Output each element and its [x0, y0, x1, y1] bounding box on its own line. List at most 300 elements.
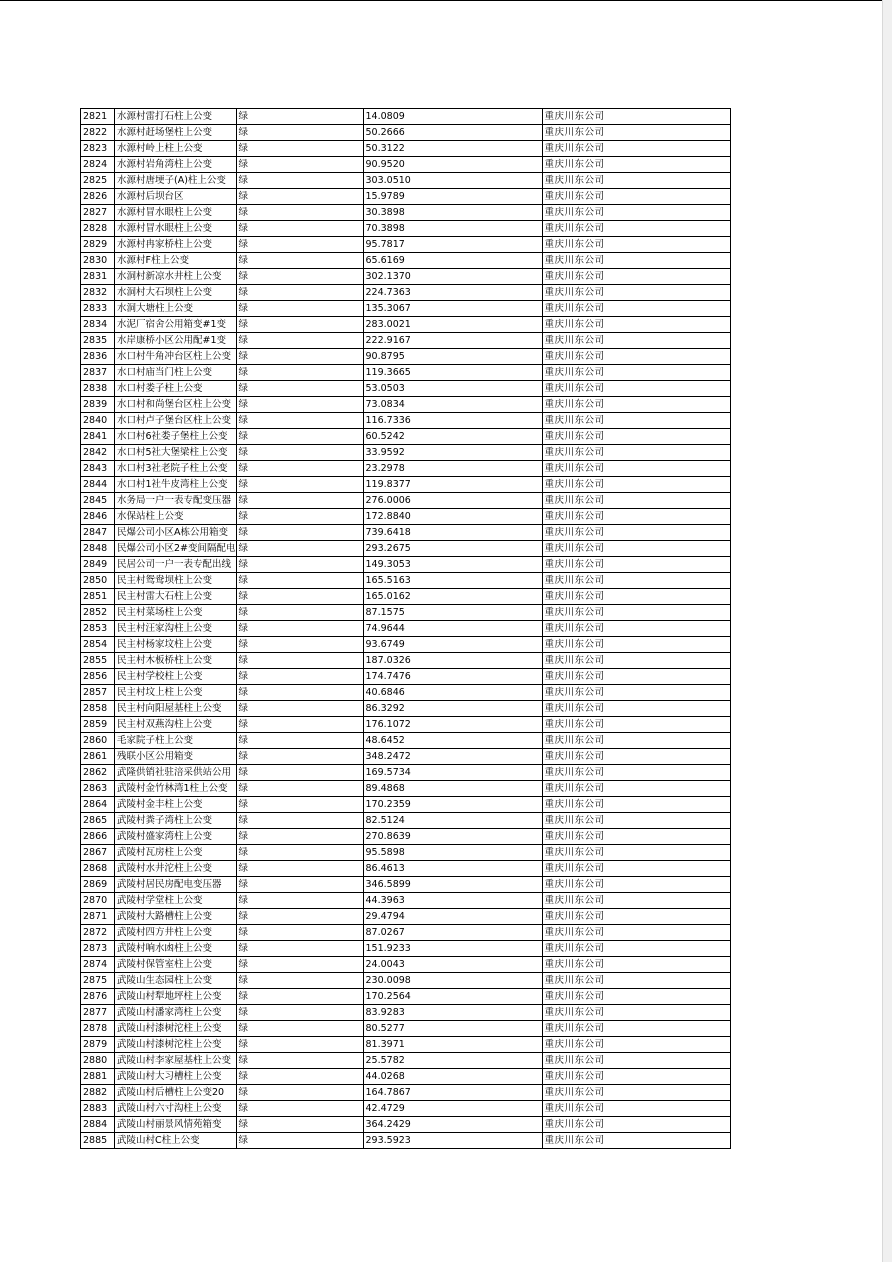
- table-row: [81, 765, 731, 781]
- cell-name: 水源村唐埂子(A)柱上公变: [115, 173, 237, 189]
- cell-color: 绿: [236, 701, 363, 717]
- cell-company: 重庆川东公司: [542, 717, 730, 733]
- table-row: [81, 781, 731, 797]
- cell-company: 重庆川东公司: [542, 941, 730, 957]
- cell-name: 武陵村金丰柱上公变: [115, 797, 237, 813]
- cell-name: 水源村冒水眼柱上公变: [115, 221, 237, 237]
- cell-value: 165.5163: [363, 573, 542, 589]
- table-row: [81, 1037, 731, 1053]
- cell-id: 2883: [81, 1101, 115, 1117]
- cell-id: 2832: [81, 285, 115, 301]
- cell-color: 绿: [236, 1117, 363, 1133]
- cell-name: 水源村F柱上公变: [115, 253, 237, 269]
- cell-company: 重庆川东公司: [542, 381, 730, 397]
- cell-id: 2884: [81, 1117, 115, 1133]
- cell-color: 绿: [236, 509, 363, 525]
- data-table: [80, 108, 731, 1149]
- cell-value: 83.9283: [363, 1005, 542, 1021]
- cell-company: 重庆川东公司: [542, 605, 730, 621]
- table-body: [81, 109, 731, 1149]
- cell-color: 绿: [236, 765, 363, 781]
- cell-company: 重庆川东公司: [542, 925, 730, 941]
- table-row: [81, 605, 731, 621]
- cell-color: 绿: [236, 365, 363, 381]
- cell-name: 民主村学校柱上公变: [115, 669, 237, 685]
- page-edge: [882, 0, 892, 1262]
- cell-name: 武陵村保管室柱上公变: [115, 957, 237, 973]
- cell-value: 14.0809: [363, 109, 542, 125]
- table-row: [81, 829, 731, 845]
- cell-company: 重庆川东公司: [542, 205, 730, 221]
- cell-value: 60.5242: [363, 429, 542, 445]
- table-row: [81, 877, 731, 893]
- cell-company: 重庆川东公司: [542, 973, 730, 989]
- cell-name: 残联小区公用箱变: [115, 749, 237, 765]
- cell-color: 绿: [236, 1085, 363, 1101]
- cell-id: 2863: [81, 781, 115, 797]
- table-row: [81, 413, 731, 429]
- cell-value: 276.0006: [363, 493, 542, 509]
- cell-id: 2837: [81, 365, 115, 381]
- cell-id: 2862: [81, 765, 115, 781]
- cell-value: 303.0510: [363, 173, 542, 189]
- cell-company: 重庆川东公司: [542, 653, 730, 669]
- cell-company: 重庆川东公司: [542, 765, 730, 781]
- cell-value: 86.3292: [363, 701, 542, 717]
- cell-value: 44.3963: [363, 893, 542, 909]
- cell-company: 重庆川东公司: [542, 1021, 730, 1037]
- cell-id: 2881: [81, 1069, 115, 1085]
- cell-color: 绿: [236, 589, 363, 605]
- table-row: [81, 429, 731, 445]
- cell-name: 武陵山村漆树沱柱上公变: [115, 1021, 237, 1037]
- cell-value: 224.7363: [363, 285, 542, 301]
- cell-name: 水源村岩角湾柱上公变: [115, 157, 237, 173]
- cell-value: 25.5782: [363, 1053, 542, 1069]
- cell-color: 绿: [236, 749, 363, 765]
- cell-company: 重庆川东公司: [542, 221, 730, 237]
- cell-id: 2850: [81, 573, 115, 589]
- table-row: [81, 1021, 731, 1037]
- cell-name: 武陵村大路槽柱上公变: [115, 909, 237, 925]
- cell-value: 283.0021: [363, 317, 542, 333]
- table-row: [81, 365, 731, 381]
- cell-id: 2835: [81, 333, 115, 349]
- cell-company: 重庆川东公司: [542, 477, 730, 493]
- cell-id: 2833: [81, 301, 115, 317]
- cell-company: 重庆川东公司: [542, 317, 730, 333]
- cell-company: 重庆川东公司: [542, 1133, 730, 1149]
- cell-id: 2885: [81, 1133, 115, 1149]
- cell-company: 重庆川东公司: [542, 1101, 730, 1117]
- cell-id: 2845: [81, 493, 115, 509]
- table-row: [81, 1069, 731, 1085]
- cell-id: 2876: [81, 989, 115, 1005]
- table-row: [81, 477, 731, 493]
- cell-name: 水源村冉家桥柱上公变: [115, 237, 237, 253]
- cell-company: 重庆川东公司: [542, 1085, 730, 1101]
- cell-name: 民爆公司小区2#变间隔配电: [115, 541, 237, 557]
- cell-name: 民居公司一户一表专配出线: [115, 557, 237, 573]
- cell-id: 2878: [81, 1021, 115, 1037]
- cell-id: 2822: [81, 125, 115, 141]
- cell-company: 重庆川东公司: [542, 461, 730, 477]
- table-row: [81, 445, 731, 461]
- cell-value: 81.3971: [363, 1037, 542, 1053]
- cell-company: 重庆川东公司: [542, 1069, 730, 1085]
- cell-company: 重庆川东公司: [542, 877, 730, 893]
- cell-value: 70.3898: [363, 221, 542, 237]
- cell-name: 民主村双燕沟柱上公变: [115, 717, 237, 733]
- cell-value: 174.7476: [363, 669, 542, 685]
- cell-id: 2859: [81, 717, 115, 733]
- cell-color: 绿: [236, 269, 363, 285]
- cell-id: 2829: [81, 237, 115, 253]
- cell-id: 2865: [81, 813, 115, 829]
- cell-color: 绿: [236, 189, 363, 205]
- cell-id: 2880: [81, 1053, 115, 1069]
- cell-company: 重庆川东公司: [542, 573, 730, 589]
- cell-color: 绿: [236, 1053, 363, 1069]
- cell-name: 民主村木板桥柱上公变: [115, 653, 237, 669]
- cell-color: 绿: [236, 125, 363, 141]
- cell-color: 绿: [236, 973, 363, 989]
- cell-value: 187.0326: [363, 653, 542, 669]
- cell-value: 176.1072: [363, 717, 542, 733]
- cell-name: 水口村和尚堡台区柱上公变: [115, 397, 237, 413]
- table-row: [81, 125, 731, 141]
- cell-name: 水口村1社牛皮湾柱上公变: [115, 477, 237, 493]
- cell-color: 绿: [236, 493, 363, 509]
- table-row: [81, 157, 731, 173]
- cell-name: 民主村向阳屋基柱上公变: [115, 701, 237, 717]
- cell-color: 绿: [236, 461, 363, 477]
- table-row: [81, 317, 731, 333]
- cell-name: 毛家院子柱上公变: [115, 733, 237, 749]
- cell-company: 重庆川东公司: [542, 157, 730, 173]
- cell-color: 绿: [236, 909, 363, 925]
- cell-company: 重庆川东公司: [542, 429, 730, 445]
- cell-name: 武陵村响水凼柱上公变: [115, 941, 237, 957]
- cell-id: 2875: [81, 973, 115, 989]
- cell-id: 2873: [81, 941, 115, 957]
- table-row: [81, 461, 731, 477]
- cell-color: 绿: [236, 621, 363, 637]
- cell-company: 重庆川东公司: [542, 493, 730, 509]
- cell-company: 重庆川东公司: [542, 173, 730, 189]
- cell-id: 2851: [81, 589, 115, 605]
- cell-value: 164.7867: [363, 1085, 542, 1101]
- cell-name: 民主村鸳鸯坝柱上公变: [115, 573, 237, 589]
- cell-company: 重庆川东公司: [542, 285, 730, 301]
- table-row: [81, 253, 731, 269]
- cell-id: 2879: [81, 1037, 115, 1053]
- cell-company: 重庆川东公司: [542, 109, 730, 125]
- cell-name: 民主村雷大石柱上公变: [115, 589, 237, 605]
- table-row: [81, 1117, 731, 1133]
- cell-value: 230.0098: [363, 973, 542, 989]
- cell-value: 87.0267: [363, 925, 542, 941]
- cell-color: 绿: [236, 1133, 363, 1149]
- cell-name: 水口村庙当门柱上公变: [115, 365, 237, 381]
- cell-color: 绿: [236, 637, 363, 653]
- table-row: [81, 205, 731, 221]
- cell-value: 86.4613: [363, 861, 542, 877]
- cell-name: 武陵山村李家屋基柱上公变: [115, 1053, 237, 1069]
- cell-value: 15.9789: [363, 189, 542, 205]
- cell-name: 武陵山村六寸沟柱上公变: [115, 1101, 237, 1117]
- table-row: [81, 653, 731, 669]
- cell-color: 绿: [236, 653, 363, 669]
- cell-color: 绿: [236, 445, 363, 461]
- cell-name: 武陵山村C柱上公变: [115, 1133, 237, 1149]
- table-row: [81, 909, 731, 925]
- cell-name: 武隆供销社驻涪采供站公用: [115, 765, 237, 781]
- cell-company: 重庆川东公司: [542, 813, 730, 829]
- cell-id: 2828: [81, 221, 115, 237]
- table-row: [81, 173, 731, 189]
- cell-id: 2839: [81, 397, 115, 413]
- cell-name: 武陵山村潘家湾柱上公变: [115, 1005, 237, 1021]
- table-row: [81, 589, 731, 605]
- cell-value: 80.5277: [363, 1021, 542, 1037]
- cell-color: 绿: [236, 989, 363, 1005]
- cell-value: 93.6749: [363, 637, 542, 653]
- cell-name: 水口村5社大堡梁柱上公变: [115, 445, 237, 461]
- cell-company: 重庆川东公司: [542, 1053, 730, 1069]
- table-row: [81, 381, 731, 397]
- cell-value: 95.5898: [363, 845, 542, 861]
- cell-company: 重庆川东公司: [542, 781, 730, 797]
- cell-company: 重庆川东公司: [542, 909, 730, 925]
- cell-company: 重庆川东公司: [542, 237, 730, 253]
- cell-name: 武陵村学堂柱上公变: [115, 893, 237, 909]
- cell-name: 武陵山村大习槽柱上公变: [115, 1069, 237, 1085]
- cell-color: 绿: [236, 605, 363, 621]
- table-row: [81, 717, 731, 733]
- cell-value: 119.3665: [363, 365, 542, 381]
- table-row: [81, 749, 731, 765]
- cell-id: 2866: [81, 829, 115, 845]
- cell-company: 重庆川东公司: [542, 733, 730, 749]
- cell-id: 2847: [81, 525, 115, 541]
- cell-id: 2861: [81, 749, 115, 765]
- cell-color: 绿: [236, 413, 363, 429]
- cell-id: 2836: [81, 349, 115, 365]
- cell-value: 222.9167: [363, 333, 542, 349]
- cell-id: 2867: [81, 845, 115, 861]
- cell-name: 武陵山生态园柱上公变: [115, 973, 237, 989]
- cell-color: 绿: [236, 845, 363, 861]
- cell-color: 绿: [236, 349, 363, 365]
- cell-color: 绿: [236, 541, 363, 557]
- cell-name: 武陵村金竹林湾1柱上公变: [115, 781, 237, 797]
- cell-company: 重庆川东公司: [542, 749, 730, 765]
- cell-value: 42.4729: [363, 1101, 542, 1117]
- table-row: [81, 845, 731, 861]
- cell-name: 武陵村瓦房柱上公变: [115, 845, 237, 861]
- cell-name: 水源村后坝台区: [115, 189, 237, 205]
- cell-company: 重庆川东公司: [542, 253, 730, 269]
- cell-value: 293.2675: [363, 541, 542, 557]
- table-row: [81, 221, 731, 237]
- cell-company: 重庆川东公司: [542, 413, 730, 429]
- table-row: [81, 669, 731, 685]
- cell-value: 739.6418: [363, 525, 542, 541]
- cell-name: 水务局一户一表专配变压器: [115, 493, 237, 509]
- cell-color: 绿: [236, 1069, 363, 1085]
- cell-color: 绿: [236, 333, 363, 349]
- cell-id: 2858: [81, 701, 115, 717]
- cell-company: 重庆川东公司: [542, 1117, 730, 1133]
- cell-value: 346.5899: [363, 877, 542, 893]
- table-row: [81, 397, 731, 413]
- cell-company: 重庆川东公司: [542, 589, 730, 605]
- cell-value: 172.8840: [363, 509, 542, 525]
- table-row: [81, 509, 731, 525]
- cell-name: 水口村卢子堡台区柱上公变: [115, 413, 237, 429]
- cell-id: 2882: [81, 1085, 115, 1101]
- cell-color: 绿: [236, 717, 363, 733]
- cell-value: 364.2429: [363, 1117, 542, 1133]
- cell-value: 90.9520: [363, 157, 542, 173]
- cell-color: 绿: [236, 109, 363, 125]
- top-rule: [0, 0, 892, 1]
- cell-value: 170.2359: [363, 797, 542, 813]
- cell-name: 民主村坟上柱上公变: [115, 685, 237, 701]
- cell-value: 33.9592: [363, 445, 542, 461]
- cell-company: 重庆川东公司: [542, 509, 730, 525]
- cell-color: 绿: [236, 557, 363, 573]
- cell-value: 87.1575: [363, 605, 542, 621]
- table-row: [81, 925, 731, 941]
- table-row: [81, 189, 731, 205]
- cell-name: 武陵村四方井柱上公变: [115, 925, 237, 941]
- cell-color: 绿: [236, 813, 363, 829]
- cell-name: 水岸康桥小区公用配#1变: [115, 333, 237, 349]
- cell-name: 水口村牛角冲台区柱上公变: [115, 349, 237, 365]
- cell-color: 绿: [236, 157, 363, 173]
- cell-color: 绿: [236, 685, 363, 701]
- cell-color: 绿: [236, 829, 363, 845]
- cell-color: 绿: [236, 317, 363, 333]
- table-row: [81, 989, 731, 1005]
- cell-color: 绿: [236, 205, 363, 221]
- cell-id: 2844: [81, 477, 115, 493]
- cell-name: 武陵山村漆树沱柱上公变: [115, 1037, 237, 1053]
- table-row: [81, 621, 731, 637]
- cell-value: 53.0503: [363, 381, 542, 397]
- table-row: [81, 541, 731, 557]
- cell-name: 民爆公司小区A栋公用箱变: [115, 525, 237, 541]
- cell-id: 2860: [81, 733, 115, 749]
- cell-id: 2857: [81, 685, 115, 701]
- cell-value: 29.4794: [363, 909, 542, 925]
- cell-id: 2846: [81, 509, 115, 525]
- cell-name: 民主村杨家坟柱上公变: [115, 637, 237, 653]
- cell-value: 149.3053: [363, 557, 542, 573]
- table-row: [81, 333, 731, 349]
- cell-id: 2869: [81, 877, 115, 893]
- table-row: [81, 269, 731, 285]
- table-row: [81, 573, 731, 589]
- cell-company: 重庆川东公司: [542, 669, 730, 685]
- cell-value: 23.2978: [363, 461, 542, 477]
- cell-color: 绿: [236, 1037, 363, 1053]
- cell-name: 武陵山村丽景风情苑箱变: [115, 1117, 237, 1133]
- cell-color: 绿: [236, 477, 363, 493]
- cell-id: 2838: [81, 381, 115, 397]
- table-row: [81, 861, 731, 877]
- cell-value: 74.9644: [363, 621, 542, 637]
- cell-company: 重庆川东公司: [542, 685, 730, 701]
- cell-name: 武陵村盛家湾柱上公变: [115, 829, 237, 845]
- cell-color: 绿: [236, 573, 363, 589]
- cell-name: 水源村赶场堡柱上公变: [115, 125, 237, 141]
- cell-company: 重庆川东公司: [542, 861, 730, 877]
- cell-value: 170.2564: [363, 989, 542, 1005]
- cell-value: 116.7336: [363, 413, 542, 429]
- cell-id: 2874: [81, 957, 115, 973]
- cell-value: 89.4868: [363, 781, 542, 797]
- cell-id: 2842: [81, 445, 115, 461]
- cell-name: 水洞大塘柱上公变: [115, 301, 237, 317]
- cell-name: 武陵山村后槽柱上公变20: [115, 1085, 237, 1101]
- cell-value: 151.9233: [363, 941, 542, 957]
- table-row: [81, 957, 731, 973]
- cell-company: 重庆川东公司: [542, 829, 730, 845]
- cell-id: 2824: [81, 157, 115, 173]
- cell-id: 2827: [81, 205, 115, 221]
- table-row: [81, 493, 731, 509]
- cell-color: 绿: [236, 925, 363, 941]
- cell-id: 2826: [81, 189, 115, 205]
- cell-color: 绿: [236, 237, 363, 253]
- cell-id: 2843: [81, 461, 115, 477]
- table-row: [81, 813, 731, 829]
- cell-color: 绿: [236, 941, 363, 957]
- cell-value: 50.2666: [363, 125, 542, 141]
- cell-id: 2877: [81, 1005, 115, 1021]
- cell-company: 重庆川东公司: [542, 957, 730, 973]
- cell-value: 302.1370: [363, 269, 542, 285]
- cell-color: 绿: [236, 669, 363, 685]
- table-row: [81, 349, 731, 365]
- table-row: [81, 557, 731, 573]
- cell-value: 24.0043: [363, 957, 542, 973]
- cell-name: 水泥厂宿舍公用箱变#1变: [115, 317, 237, 333]
- cell-value: 40.6846: [363, 685, 542, 701]
- cell-company: 重庆川东公司: [542, 845, 730, 861]
- cell-value: 348.2472: [363, 749, 542, 765]
- cell-color: 绿: [236, 429, 363, 445]
- cell-id: 2823: [81, 141, 115, 157]
- cell-id: 2854: [81, 637, 115, 653]
- cell-company: 重庆川东公司: [542, 557, 730, 573]
- cell-id: 2864: [81, 797, 115, 813]
- cell-name: 水口村3社老院子柱上公变: [115, 461, 237, 477]
- table-row: [81, 1085, 731, 1101]
- cell-id: 2830: [81, 253, 115, 269]
- cell-color: 绿: [236, 253, 363, 269]
- cell-color: 绿: [236, 173, 363, 189]
- cell-id: 2821: [81, 109, 115, 125]
- table-row: [81, 733, 731, 749]
- cell-company: 重庆川东公司: [542, 541, 730, 557]
- cell-id: 2848: [81, 541, 115, 557]
- cell-company: 重庆川东公司: [542, 141, 730, 157]
- cell-company: 重庆川东公司: [542, 621, 730, 637]
